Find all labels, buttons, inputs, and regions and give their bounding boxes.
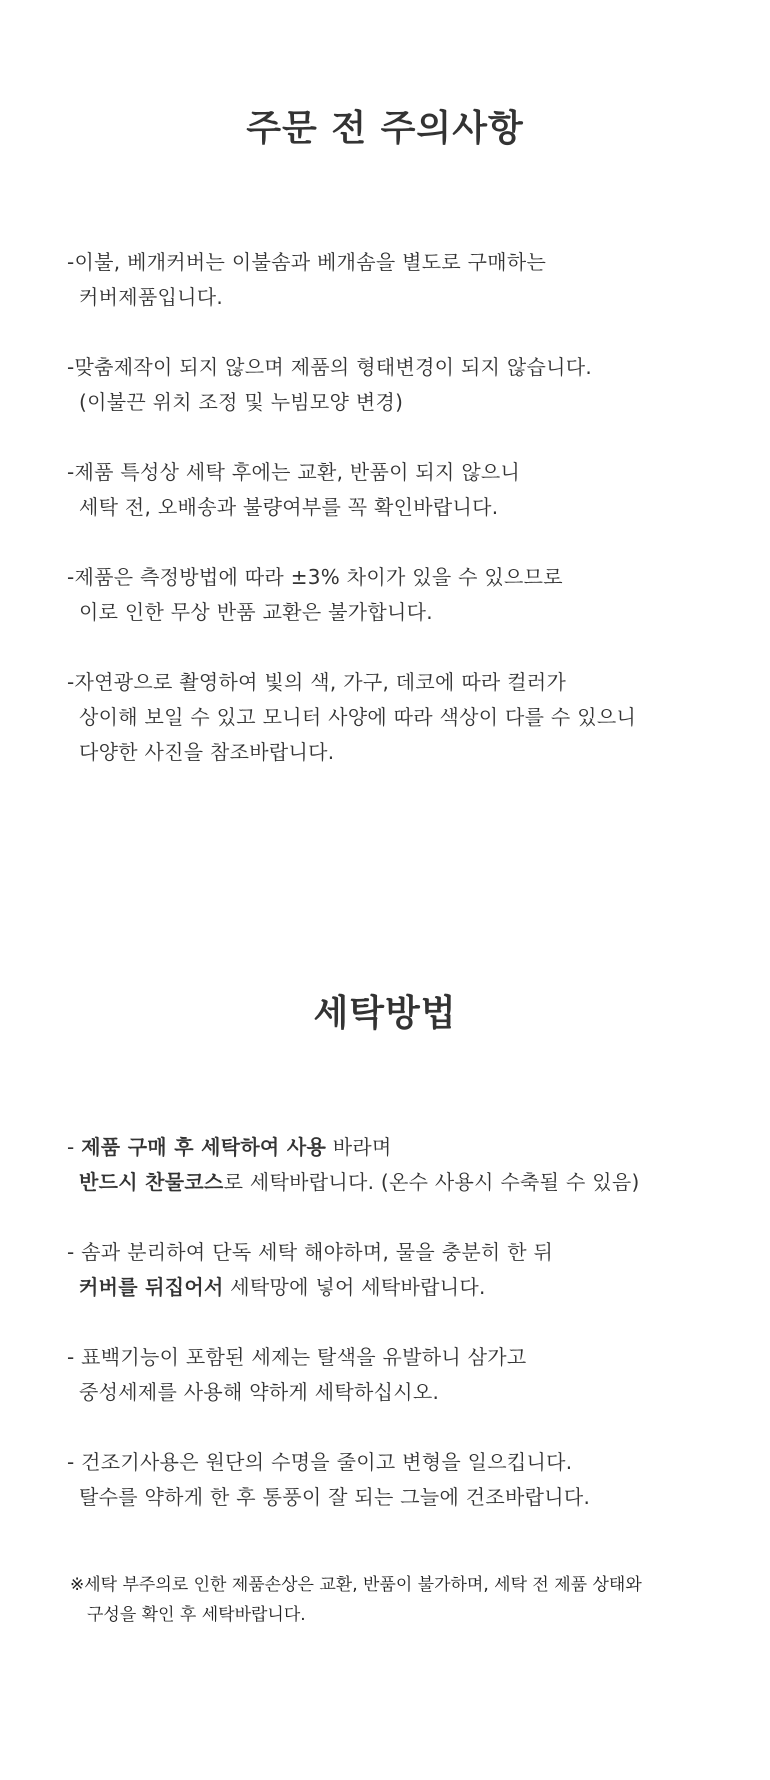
- precaution-item-2-line-1: -맞춤제작이 되지 않으며 제품의 형태변경이 되지 않습니다.: [67, 355, 592, 379]
- washing-item-1-bold-1: 제품 구매 후 세탁하여 사용: [81, 1135, 327, 1159]
- precaution-item-4-line-2: 이로 인한 무상 반품 교환은 불가합니다.: [79, 600, 433, 624]
- precaution-item-4-line-1: -제품은 측정방법에 따라 ±3% 차이가 있을 수 있으므로: [67, 565, 563, 589]
- washing-item-1-line-2: [67, 1165, 747, 1200]
- precaution-item-3-line-1: -제품 특성상 세탁 후에는 교환, 반품이 되지 않으니: [67, 460, 521, 484]
- precaution-item-5: [67, 665, 747, 770]
- precaution-item-3: [67, 455, 747, 525]
- precaution-item-3-line-2: 세탁 전, 오배송과 불량여부를 꼭 확인바랍니다.: [79, 495, 499, 519]
- washing-item-1-rest-2: 로 세탁바랍니다. (온수 사용시 수축될 수 있음): [223, 1170, 640, 1194]
- precaution-item-4: [67, 560, 747, 630]
- washing-item-1-line-1: [67, 1130, 747, 1165]
- precaution-item-5-line-2: 상이해 보일 수 있고 모니터 사양에 따라 색상이 다를 수 있으니: [79, 705, 637, 729]
- precaution-item-1: [67, 245, 747, 315]
- washing-item-2: [67, 1235, 747, 1305]
- washing-item-2-line-1: - 솜과 분리하여 단독 세탁 해야하며, 물을 충분히 한 뒤: [67, 1240, 554, 1264]
- precaution-item-5-line-1: -자연광으로 촬영하여 빛의 색, 가구, 데코에 따라 컬러가: [67, 670, 567, 694]
- washing-note: [70, 1570, 750, 1630]
- washing-item-4: [67, 1445, 747, 1515]
- washing-item-1: [67, 1130, 747, 1200]
- washing-item-1-prefix: -: [67, 1135, 82, 1159]
- washing-item-4-line-1: - 건조기사용은 원단의 수명을 줄이고 변형을 일으킵니다.: [67, 1450, 573, 1474]
- washing-item-2-line-2: [67, 1270, 747, 1305]
- washing-note-line-2: 구성을 확인 후 세탁바랍니다.: [87, 1605, 306, 1625]
- precaution-item-1-line-1: -이불, 베개커버는 이불솜과 베개솜을 별도로 구매하는: [67, 250, 547, 274]
- washing-item-1-rest-1: 바라며: [326, 1135, 392, 1159]
- washing-item-4-line-2: 탈수를 약하게 한 후 통풍이 잘 되는 그늘에 건조바랍니다.: [79, 1485, 591, 1509]
- washing-item-2-rest-2: 세탁망에 넣어 세탁바랍니다.: [223, 1275, 486, 1299]
- washing-item-3-line-1: - 표백기능이 포함된 세제는 탈색을 유발하니 삼가고: [67, 1345, 527, 1369]
- precautions-title: 주문 전 주의사항: [246, 108, 524, 149]
- washing-item-3-line-2: 중성세제를 사용해 약하게 세탁하십시오.: [79, 1380, 440, 1404]
- washing-item-3: [67, 1340, 747, 1410]
- washing-item-1-bold-2: 반드시 찬물코스: [79, 1170, 224, 1194]
- washing-title: 세탁방법: [313, 993, 457, 1034]
- washing-note-line-1: ※세탁 부주의로 인한 제품손상은 교환, 반품이 불가하며, 세탁 전 제품 상태와: [70, 1575, 642, 1595]
- washing-item-2-bold-2: 커버를 뒤집어서: [79, 1275, 224, 1299]
- precaution-item-5-line-3: 다양한 사진을 참조바랍니다.: [79, 740, 335, 764]
- precaution-item-2-line-2: (이불끈 위치 조정 및 누빔모양 변경): [79, 390, 404, 414]
- precaution-item-2: [67, 350, 747, 420]
- precaution-item-1-line-2: 커버제품입니다.: [79, 285, 223, 309]
